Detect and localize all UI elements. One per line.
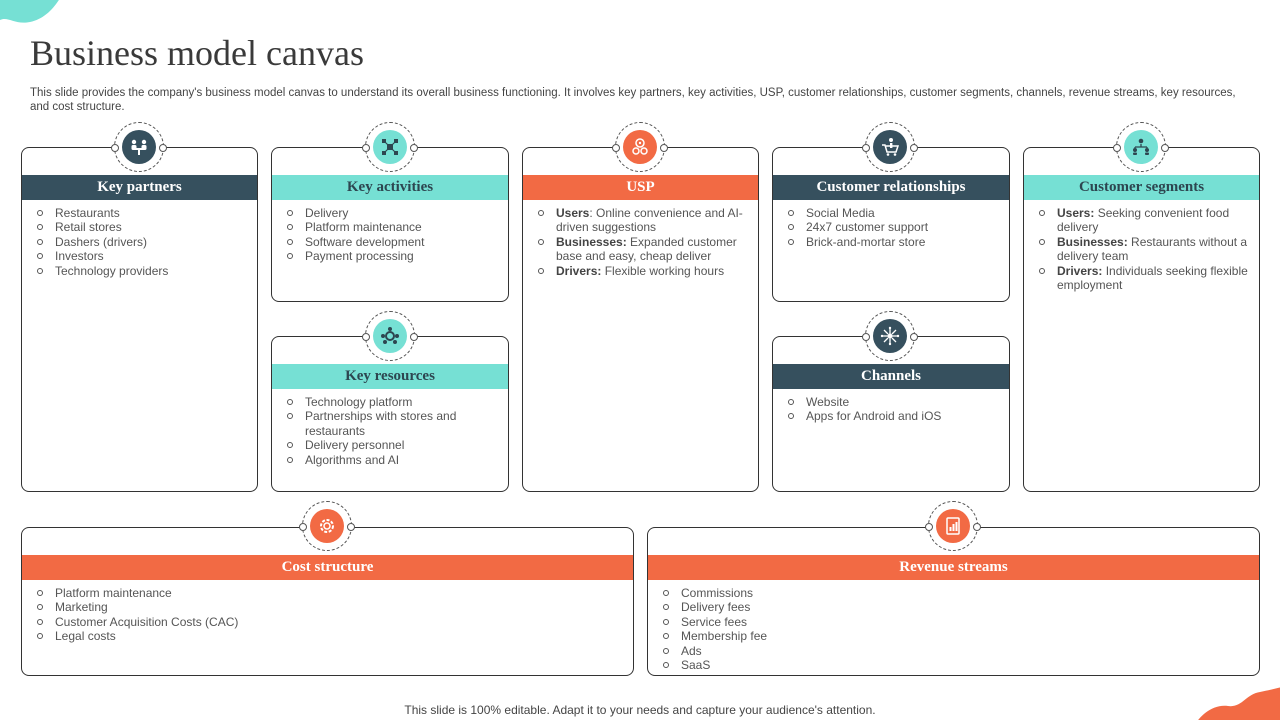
usp-gears-icon xyxy=(630,137,650,157)
shopping-cart-person-icon xyxy=(880,137,900,157)
list-item: Dashers (drivers) xyxy=(36,235,249,249)
bullet-circle-icon xyxy=(788,399,794,405)
item-list xyxy=(537,206,750,278)
list-item: Investors xyxy=(36,249,249,263)
people-hierarchy-icon xyxy=(1131,137,1151,157)
list-item xyxy=(1038,235,1251,264)
hub-network-icon xyxy=(880,326,900,346)
item-label: Users: xyxy=(1057,206,1095,220)
list-item: Platform maintenance xyxy=(36,586,625,600)
list-item: Marketing xyxy=(36,600,625,614)
bullet-circle-icon xyxy=(663,662,669,668)
card-title: Customer relationships xyxy=(773,175,1009,200)
bullet-circle-icon xyxy=(37,604,43,610)
page-description: This slide provides the company's business model canvas to understand its overall business functioning. It involves key partners, key activities, USP, customer relationships, customer segments, channels, revenue streams, key resources, and cost structure. xyxy=(30,87,1236,113)
bullet-circle-icon xyxy=(287,210,293,216)
list-item: Membership fee xyxy=(662,629,1251,643)
bullet-circle-icon xyxy=(788,210,794,216)
list-item: 24x7 customer support xyxy=(787,220,1001,234)
card-title: Customer segments xyxy=(1024,175,1259,200)
list-item: Software development xyxy=(286,235,500,249)
item-list xyxy=(36,586,625,644)
card-title: Key resources xyxy=(272,364,508,389)
bullet-circle-icon xyxy=(788,239,794,245)
item-list xyxy=(787,206,1001,249)
card-title: Cost structure xyxy=(22,555,633,580)
list-item: Retail stores xyxy=(36,220,249,234)
card-title: Key activities xyxy=(272,175,508,200)
cost-structure-icon-badge xyxy=(302,501,352,551)
bullet-circle-icon xyxy=(1039,239,1045,245)
key-partners-icon-badge xyxy=(114,122,164,172)
card-title: USP xyxy=(523,175,758,200)
key-activities-icon-badge xyxy=(365,122,415,172)
bullet-circle-icon xyxy=(663,619,669,625)
bullet-circle-icon xyxy=(663,648,669,654)
group-gear-icon xyxy=(380,326,400,346)
bullet-circle-icon xyxy=(538,210,544,216)
list-item: Legal costs xyxy=(36,629,625,643)
item-list xyxy=(36,206,249,278)
bullet-circle-icon xyxy=(663,590,669,596)
customer-relationships-icon-badge xyxy=(865,122,915,172)
bullet-circle-icon xyxy=(287,442,293,448)
item-text: Individuals seeking flexible employment xyxy=(1057,263,1248,293)
list-item: SaaS xyxy=(662,658,1251,672)
bullet-circle-icon xyxy=(788,224,794,230)
key-resources-icon-badge xyxy=(365,311,415,361)
list-item: Customer Acquisition Costs (CAC) xyxy=(36,615,625,629)
network-nodes-icon xyxy=(380,137,400,157)
list-item: Delivery xyxy=(286,206,500,220)
item-list xyxy=(286,395,500,467)
decorative-blob-top-left xyxy=(0,0,70,28)
bullet-circle-icon xyxy=(37,619,43,625)
bullet-circle-icon xyxy=(37,268,43,274)
list-item: Delivery personnel xyxy=(286,438,500,452)
bullet-circle-icon xyxy=(287,239,293,245)
item-text: Restaurants without a delivery team xyxy=(1057,234,1248,264)
list-item xyxy=(1038,264,1251,293)
item-list xyxy=(787,395,1001,424)
team-meeting-icon xyxy=(129,137,149,157)
usp-icon-badge xyxy=(615,122,665,172)
list-item: Technology providers xyxy=(36,264,249,278)
bullet-circle-icon xyxy=(37,210,43,216)
bullet-circle-icon xyxy=(538,239,544,245)
list-item: Algorithms and AI xyxy=(286,453,500,467)
list-item: Social Media xyxy=(787,206,1001,220)
cost-gear-icon xyxy=(317,516,337,536)
item-label: Businesses: xyxy=(1057,234,1128,249)
item-list xyxy=(662,586,1251,672)
item-label: Businesses: xyxy=(556,234,627,249)
card-title: Key partners xyxy=(22,175,257,200)
list-item: Ads xyxy=(662,644,1251,658)
item-text: Seeking convenient food delivery xyxy=(1057,206,1230,235)
bullet-circle-icon xyxy=(287,413,293,419)
list-item: Website xyxy=(787,395,1001,409)
page-title: Business model canvas xyxy=(30,33,364,73)
card-title: Channels xyxy=(773,364,1009,389)
list-item: Restaurants xyxy=(36,206,249,220)
list-item: Delivery fees xyxy=(662,600,1251,614)
revenue-streams-icon-badge xyxy=(928,501,978,551)
bullet-circle-icon xyxy=(37,253,43,259)
item-text: : Online convenience and AI-driven suggestions xyxy=(556,206,743,235)
item-label: Users xyxy=(556,206,590,220)
list-item: Platform maintenance xyxy=(286,220,500,234)
item-list xyxy=(286,206,500,264)
card-usp xyxy=(522,147,759,492)
list-item: Partnerships with stores and restaurants xyxy=(286,409,500,438)
customer-segments-icon-badge xyxy=(1116,122,1166,172)
bullet-circle-icon xyxy=(37,633,43,639)
bullet-circle-icon xyxy=(287,253,293,259)
channels-icon-badge xyxy=(865,311,915,361)
bullet-circle-icon xyxy=(37,224,43,230)
bullet-circle-icon xyxy=(1039,268,1045,274)
card-title: Revenue streams xyxy=(648,555,1259,580)
item-label: Drivers: xyxy=(1057,263,1103,278)
card-customer-segments xyxy=(1023,147,1260,492)
list-item: Apps for Android and iOS xyxy=(787,409,1001,423)
item-text: Expanded customer base and easy, cheap deliver xyxy=(556,234,737,264)
list-item xyxy=(537,264,750,278)
bullet-circle-icon xyxy=(663,604,669,610)
footer-note: This slide is 100% editable. Adapt it to your needs and capture your audience's attention. xyxy=(404,703,876,717)
list-item xyxy=(1038,206,1251,235)
bullet-circle-icon xyxy=(37,590,43,596)
bullet-circle-icon xyxy=(538,268,544,274)
card-key-partners xyxy=(21,147,258,492)
list-item: Technology platform xyxy=(286,395,500,409)
list-item: Commissions xyxy=(662,586,1251,600)
item-label: Drivers: xyxy=(556,263,602,278)
revenue-report-icon xyxy=(943,516,963,536)
list-item: Service fees xyxy=(662,615,1251,629)
bullet-circle-icon xyxy=(287,457,293,463)
bullet-circle-icon xyxy=(663,633,669,639)
bullet-circle-icon xyxy=(287,224,293,230)
list-item: Payment processing xyxy=(286,249,500,263)
list-item: Brick-and-mortar store xyxy=(787,235,1001,249)
bullet-circle-icon xyxy=(37,239,43,245)
item-list xyxy=(1038,206,1251,292)
bullet-circle-icon xyxy=(788,413,794,419)
item-text: Flexible working hours xyxy=(601,263,725,278)
list-item xyxy=(537,235,750,264)
list-item xyxy=(537,206,750,235)
bullet-circle-icon xyxy=(287,399,293,405)
bullet-circle-icon xyxy=(1039,210,1045,216)
